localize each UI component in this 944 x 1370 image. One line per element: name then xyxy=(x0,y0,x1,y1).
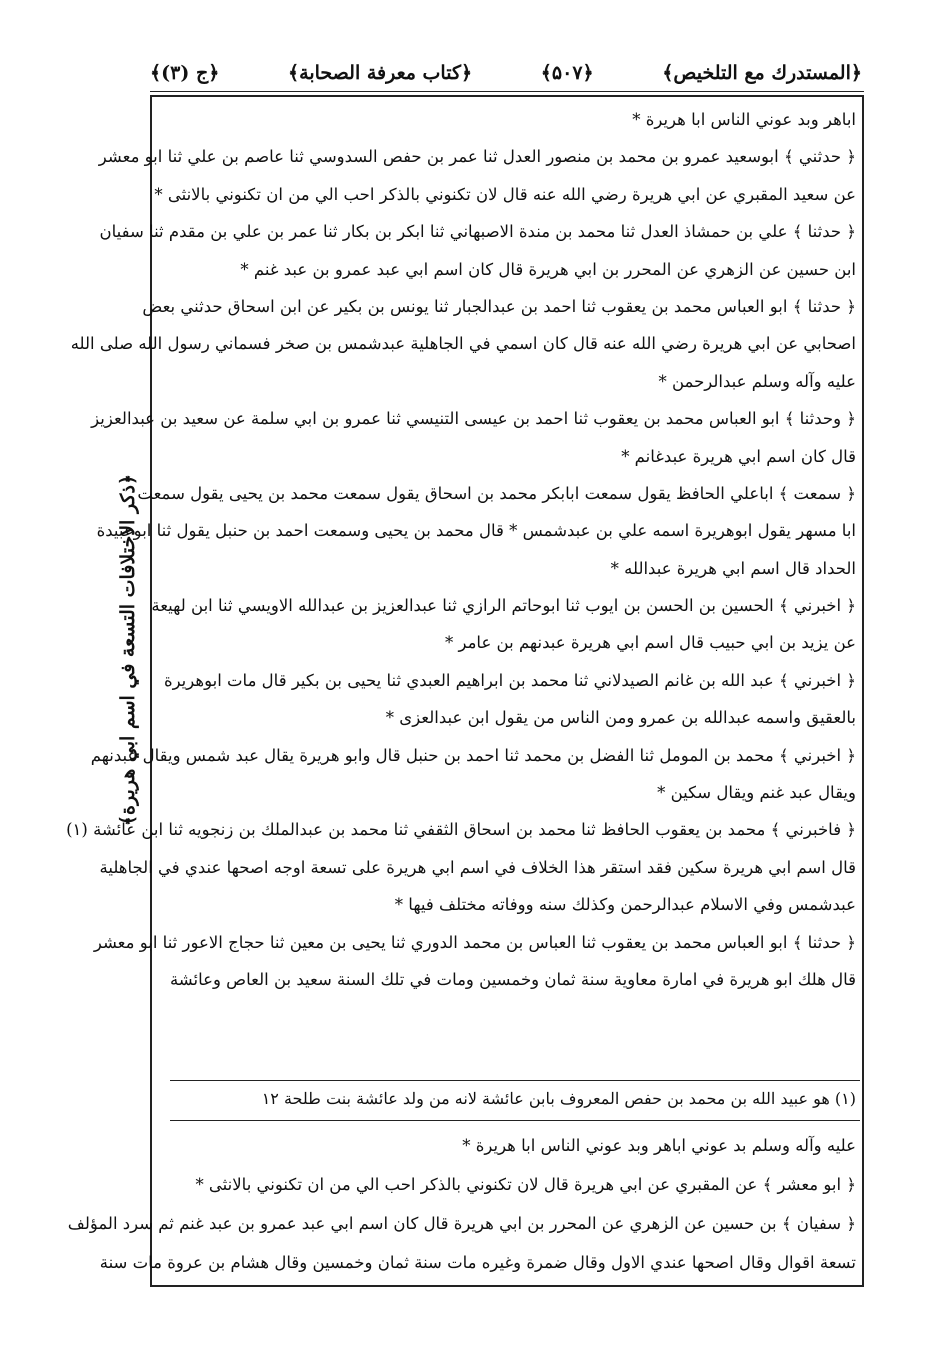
text-line: اصحابي عن ابي هريرة رضي الله عنه قال كان اسمي في الجاهلية عبدشمس بن صخر فسماني رسول الله صلى الله xyxy=(70,334,856,354)
text-line: بالعقيق واسمه عبدالله بن عمرو ومن الناس من يقول ابن عبدالعزى * xyxy=(385,708,856,728)
summary-line: ﴿ ابو معشر ﴾ عن المقبري عن ابي هريرة قال لان تكنوني بالذكر احب الي من ان تكنوني بالانثى * xyxy=(195,1175,856,1194)
text-line: ابن حسين عن الزهري عن المحرر بن ابي هريرة قال كان اسم ابي عبد عمرو بن عبد غنم * xyxy=(240,259,856,279)
text-line: عليه وآله وسلم عبدالرحمن * xyxy=(658,371,856,391)
summary-text xyxy=(67,1126,856,1282)
book-title: ﴿المستدرك مع التلخيص﴾ xyxy=(662,62,862,84)
text-line: ﴿ سمعت ﴾ اباعلي الحافظ يقول سمعت ابابكر محمد بن اسحاق يقول سمعت محمد بن يحيى يقول سمعت xyxy=(137,483,856,503)
text-line: عن سعيد المقبري عن ابي هريرة رضي الله عنه قال لان تكنوني بالذكر احب الي من ان تكنوني بالانثى * xyxy=(154,184,856,204)
footnote-separator xyxy=(170,1080,860,1081)
text-line: قال هلك ابو هريرة في امارة معاوية سنة ثمان وخمسين ومات في تلك السنة سعيد بن العاص وعائشة xyxy=(169,969,856,989)
text-line: ﴿ حدثنا ﴾ علي بن حمشاذ العدل ثنا محمد بن مندة الاصبهاني ثنا ابكر بن بكار ثنا عمر بن علي بن مقدم ثنا سفيان xyxy=(99,222,856,242)
summary-separator xyxy=(170,1120,860,1121)
running-header xyxy=(150,55,862,91)
text-line: ﴿ اخبرني ﴾ عبد الله بن غانم الصيدلاني ثنا محمد بن ابراهيم العبدي ثنا يحيى بن بكير قال مات ابوهريرة xyxy=(163,670,856,690)
text-line: ﴿ حدثنا ﴾ ابو العباس محمد بن يعقوب ثنا العباس بن محمد الدوري ثنا يحيى بن معين ثنا حجاج الاعور ثنا ابو معشر xyxy=(93,932,856,952)
text-line: ﴿ وحدثنا ﴾ ابو العباس محمد بن يعقوب ثنا احمد بن عيسى التنيسي ثنا عمرو بن ابي سلمة عن سعيد بن عبدالعزيز xyxy=(91,409,856,429)
text-line: قال اسم ابي هريرة سكين فقد استقر هذا الخلاف في اسم ابي هريرة على تسعة اوجه اصحها عندي في الجاهلية xyxy=(99,857,856,877)
summary-line: تسعة اقوال وقال اصحها عندي الاول وقال ضمرة وغيره مات سنة ثمان وخمسين وقال هشام بن عروة مات سنة xyxy=(99,1253,856,1272)
footnote: (۱) هو عبيد الله بن محمد بن حفص المعروف بابن عائشة لانه من ولد عائشة بنت طلحة ۱۲ xyxy=(261,1089,856,1108)
text-line: ويقال عبد غنم ويقال سكين * xyxy=(657,783,856,803)
text-line: قال كان اسم ابي هريرة عبدغانم * xyxy=(621,446,856,466)
summary-line: ﴿ سفيان ﴾ بن حسين عن الزهري عن المحرر بن ابي هريرة قال كان اسم ابي عبد عمرو بن عبد غنم ثم سرد المؤلف xyxy=(67,1214,856,1233)
header-rule xyxy=(150,91,864,92)
text-line: ﴿ فاخبرني ﴾ محمد بن يعقوب الحافظ ثنا محمد بن اسحاق الثقفي ثنا محمد بن عبدالملك بن زنجويه ثنا ابن عائشة (۱) xyxy=(66,820,856,840)
text-line: الحداد قال اسم ابي هريرة عبدالله * xyxy=(610,558,856,578)
text-line: عبدشمس وفي الاسلام عبدالرحمن وكذلك سنه ووفاته مختلف فيها * xyxy=(394,895,856,915)
summary-line: عليه وآله وسلم بد عوني اباهر وبد عوني الناس ابا هريرة * xyxy=(462,1136,856,1155)
text-line: ابا مسهر يقول ابوهريرة اسمه علي بن عبدشمس * قال محمد بن يحيى وسمعت احمد بن حنبل يقول ثنا ابوعبيدة xyxy=(96,521,856,541)
text-line: اباهر وبد عوني الناس ابا هريرة * xyxy=(632,110,856,129)
text-line: ﴿ حدثني ﴾ ابوسعيد عمرو بن محمد بن منصور العدل ثنا عمر بن حفص السدوسي ثنا عاصم بن علي ثنا ابو معشر xyxy=(98,147,856,167)
page-number: ﴿۵۰۷﴾ xyxy=(540,62,594,84)
text-line: ﴿ اخبرني ﴾ محمد بن المومل ثنا الفضل بن محمد ثنا احمد بن حنبل قال وابو هريرة يقال عبد شمس ويقال عبدنهم xyxy=(90,745,856,765)
side-title-text: ﴿ذكر الاختلافات التسعة في اسم ابي هريرة﴾ xyxy=(117,473,140,827)
volume-number: ﴿ج (۳)﴾ xyxy=(150,62,220,84)
chapter-title: ﴿كتاب معرفة الصحابة﴾ xyxy=(288,62,473,84)
text-line: عن يزيد بن ابي حبيب قال اسم ابي هريرة عبدنهم بن عامر * xyxy=(445,633,856,653)
text-line: ﴿ اخبرني ﴾ الحسين بن الحسن بن ايوب ثنا ابوحاتم الرازي ثنا عبدالعزيز بن عبدالله الاويسي ثنا ابن لهيعة xyxy=(151,596,856,616)
text-line: ﴿ حدثنا ﴾ ابو العباس محمد بن يعقوب ثنا احمد بن عبدالجبار ثنا يونس بن بكير عن ابن اسحاق حدثني بعض xyxy=(142,296,856,316)
